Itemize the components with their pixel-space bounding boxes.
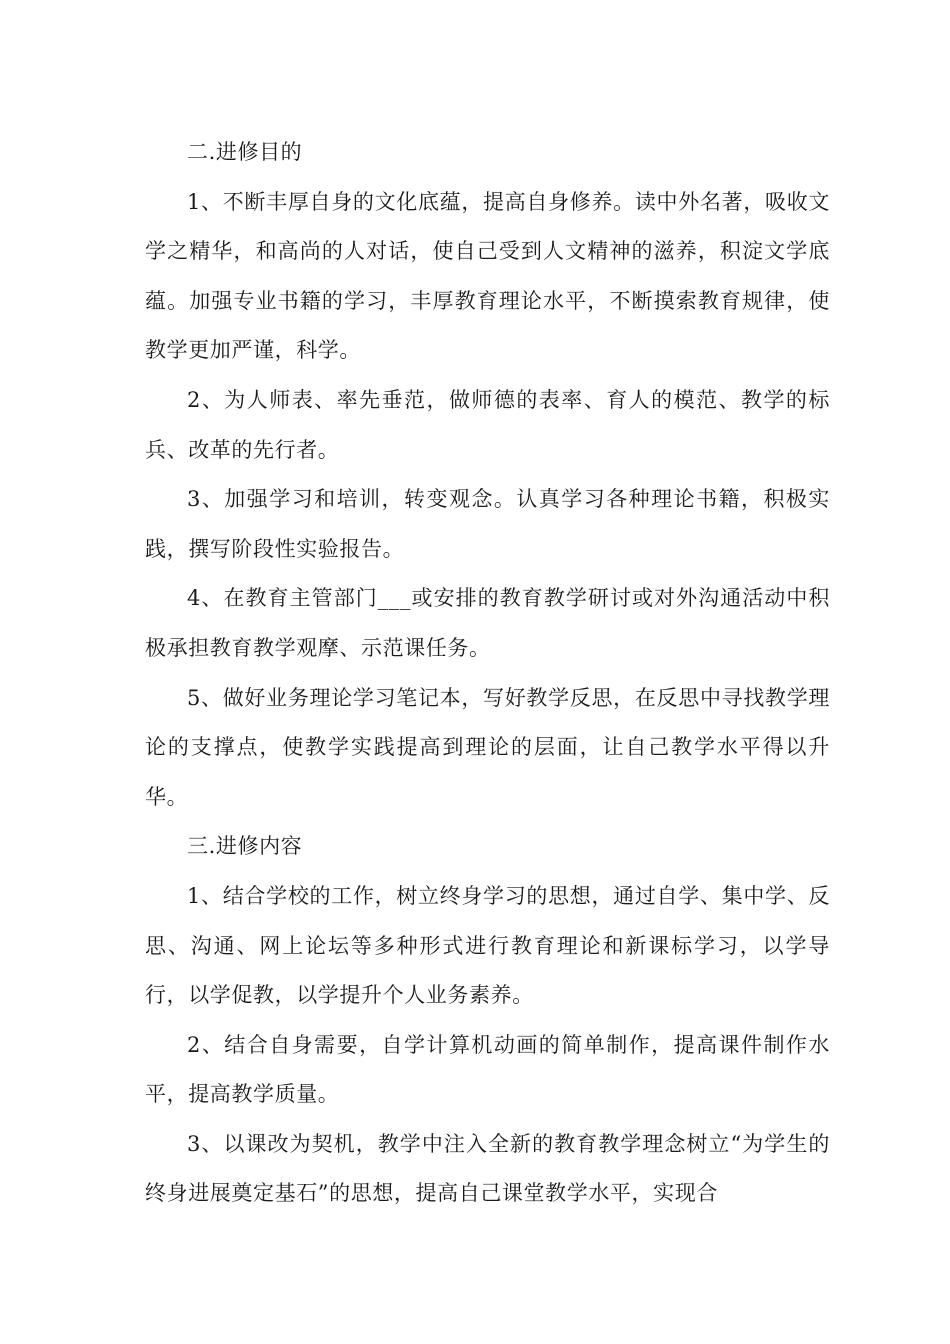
paragraph: 3、加强学习和培训，转变观念。认真学习各种理论书籍，积极实践，撰写阶段性实验报告。	[145, 487, 830, 561]
section-heading-objectives: 二.进修目的	[187, 140, 303, 164]
document-body	[145, 128, 830, 1219]
paragraph: 4、在教育主管部门___或安排的教育教学研讨或对外沟通活动中积极承担教育教学观摩、示范课任务。	[145, 586, 830, 660]
paragraph: 5、做好业务理论学习笔记本，写好教学反思，在反思中寻找教学理论的支撑点，使教学实践提高到理论的层面，让自己教学水平得以升华。	[145, 685, 830, 809]
paragraph: 2、结合自身需要，自学计算机动画的简单制作，提高课件制作水平，提高教学质量。	[145, 1032, 830, 1107]
paragraph: 2、为人师表、率先垂范，做师德的表率、育人的模范、教学的标兵、改革的先行者。	[145, 387, 830, 462]
section-heading-content: 三.进修内容	[187, 834, 303, 859]
paragraph: 3、以课改为契机，教学中注入全新的教育教学理念树立“为学生的终身进展奠定基石”的思想，提高自己课堂教学水平，实现合	[145, 1131, 830, 1206]
paragraph: 1、结合学校的工作，树立终身学习的思想，通过自学、集中学、反思、沟通、网上论坛等多种形式进行教育理论和新课标学习，以学导行，以学促教，以学提升个人业务素养。	[145, 883, 830, 1008]
paragraph: 1、不断丰厚自身的文化底蕴，提高自身修养。读中外名著，吸收文学之精华，和高尚的人对话，使自己受到人文精神的滋养，积淀文学底蕴。加强专业书籍的学习，丰厚教育理论水平，不断摸索教育规律，使教学更加严谨，科学。	[145, 189, 830, 363]
